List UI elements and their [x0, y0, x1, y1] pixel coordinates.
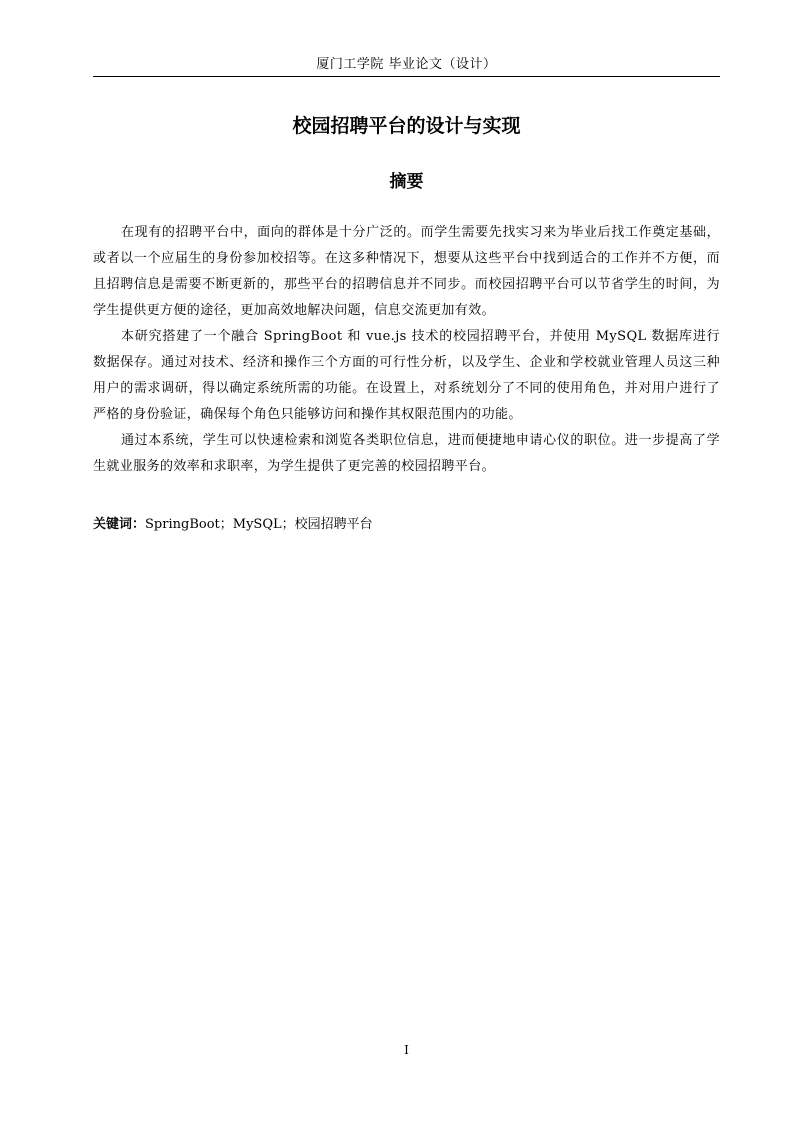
keywords-line — [93, 515, 720, 535]
keywords-value: SpringBoot；MySQL；校园招聘平台 — [145, 517, 373, 532]
abstract-paragraph-3: 通过本系统，学生可以快速检索和浏览各类职位信息，进而便捷地申请心仪的职位。进一步提高了学生就业服务的效率和求职率，为学生提供了更完善的校园招聘平台。 — [93, 433, 720, 474]
paper-title: 校园招聘平台的设计与实现 — [292, 115, 521, 137]
running-header: 厦门工学院 毕业论文（设计） — [316, 57, 497, 72]
keywords-separator: ： — [132, 517, 146, 532]
keywords-label: 关键词 — [93, 517, 133, 532]
header-rule — [93, 76, 720, 77]
abstract-paragraph-2: 本研究搭建了一个融合 SpringBoot 和 vue.js 技术的校园招聘平台，并使用 MySQL 数据库进行数据保存。通过对技术、经济和操作三个方面的可行性分析，以及学生、企业和学校就业管理人员这三种用户的需求调研，得以确定系统所需的功能。在设置上，对系统划分了不同的使用角色，并对用户进行了严格的身份验证，确保每个角色只能够访问和操作其权限范围内的功能。 — [93, 329, 720, 422]
page-number: I — [404, 1043, 409, 1057]
abstract-body — [93, 220, 720, 480]
abstract-heading: 摘要 — [389, 172, 424, 192]
abstract-paragraph-1: 在现有的招聘平台中，面向的群体是十分广泛的。而学生需要先找实习来为毕业后找工作奠定基础，或者以一个应届生的身份参加校招等。在这多种情况下，想要从这些平台中找到适合的工作并不方便，而且招聘信息是需要不断更新的，那些平台的招聘信息并不同步。而校园招聘平台可以节省学生的时间，为学生提供更方便的途径，更加高效地解决问题，信息交流更加有效。 — [93, 225, 720, 318]
